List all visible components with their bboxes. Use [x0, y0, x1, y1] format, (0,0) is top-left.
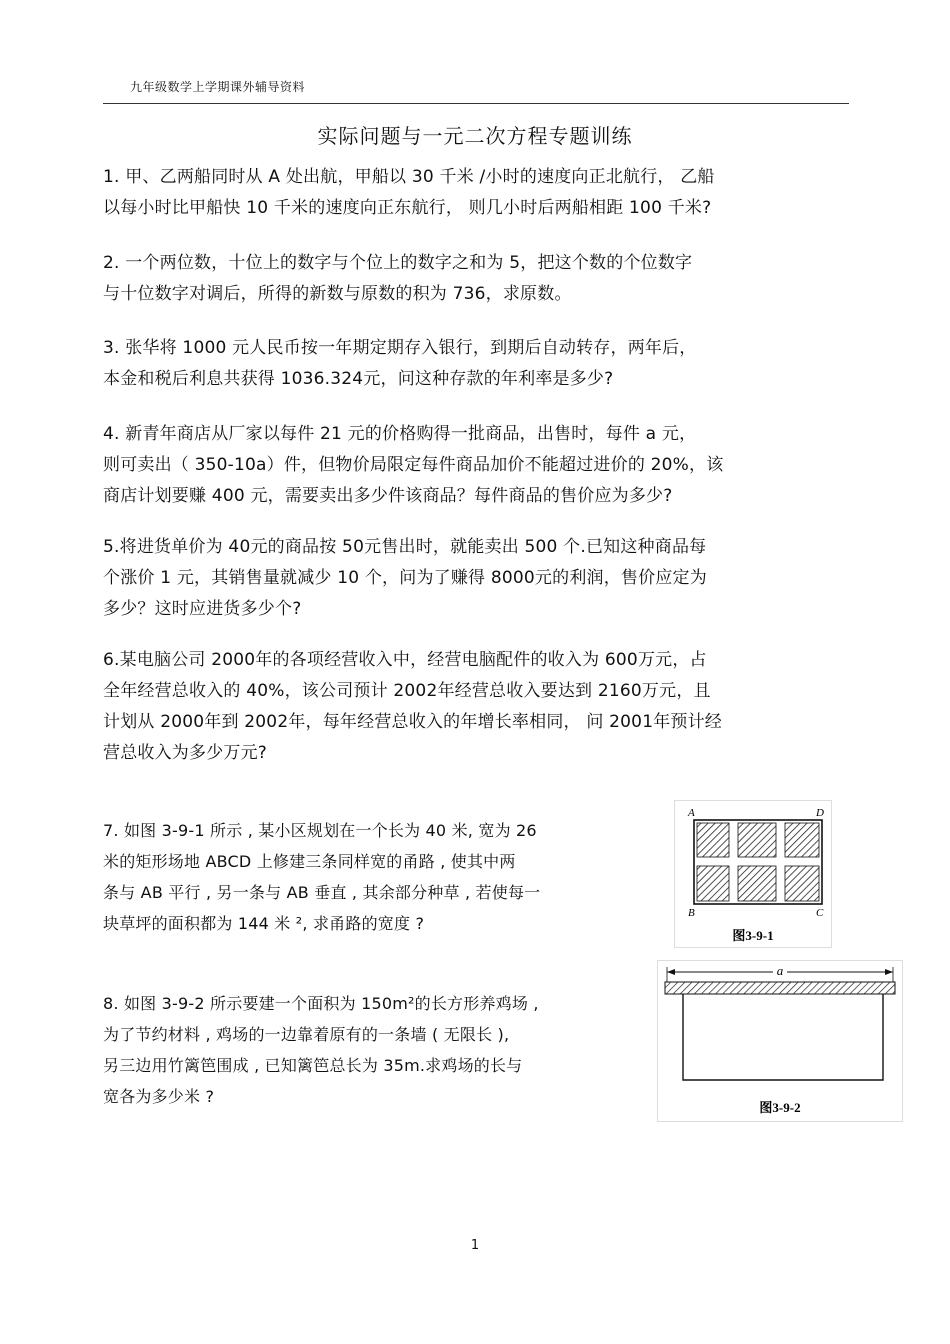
corner-label-b: B: [688, 907, 695, 919]
problem-line: 2. 一个两位数，十位上的数字与个位上的数字之和为 5，把这个数的个位数字: [103, 253, 693, 273]
problem-line: 3. 张华将 1000 元人民币按一年期定期存入银行，到期后自动转存，两年后，: [103, 338, 697, 358]
header-text: 九年级数学上学期课外辅导资料: [130, 80, 306, 94]
corner-label-d: D: [816, 807, 824, 819]
problem-line: 计划从 2000年到 2002年，每年经营总收入的年增长率相同， 问 2001年预计经: [103, 712, 723, 732]
problem-line: 则可卖出（ 350-10a）件，但物价局限定每件商品加价不能超过进价的 20%，该: [103, 455, 724, 475]
figure-caption: 图3-9-1: [732, 928, 774, 943]
problem-line: 多少？这时应进货多少个?: [103, 599, 302, 619]
figure-3-9-2: [657, 960, 903, 1122]
problem-line: 1. 甲、乙两船同时从 A 处出航，甲船以 30 千米 /小时的速度向正北航行， 乙船: [103, 167, 715, 187]
problem-line: 宽各为多少米 ?: [103, 1087, 215, 1106]
problem-line: 7. 如图 3-9-1 所示 , 某小区规划在一个长为 40 米, 宽为 26: [103, 821, 537, 840]
problem-3: [103, 333, 697, 395]
problem-line: 4. 新青年商店从厂家以每件 21 元的价格购得一批商品，出售时，每件 a 元，: [103, 424, 697, 444]
wall: [665, 982, 895, 994]
corner-label-a: A: [688, 807, 695, 819]
problem-line: 块草坪的面积都为 144 米 ², 求甬路的宽度 ?: [103, 914, 425, 933]
problem-line: 米的矩形场地 ABCD 上修建三条同样宽的甬路 , 使其中两: [103, 852, 516, 871]
problem-2: [103, 248, 692, 310]
problem-line: 与十位数字对调后，所得的新数与原数的积为 736，求原数。: [103, 284, 572, 304]
problem-line: 本金和税后利息共获得 1036.324元，问这种存款的年利率是多少?: [103, 369, 614, 389]
problem-4: [103, 419, 723, 512]
problem-line: 个涨价 1 元，其销售量就减少 10 个，问为了赚得 8000元的利润，售价应定为: [103, 568, 707, 588]
problem-1: [103, 162, 715, 224]
header-divider: [103, 103, 849, 104]
problem-7: [103, 815, 540, 939]
problem-line: 为了节约材料 , 鸡场的一边靠着原有的一条墙 ( 无限长 ),: [103, 1025, 510, 1044]
problem-line: 营总收入为多少万元?: [103, 743, 268, 763]
page-title: 实际问题与一元二次方程专题训练: [317, 124, 633, 148]
length-label: a: [776, 963, 784, 978]
problem-line: 6.某电脑公司 2000年的各项经营收入中，经营电脑配件的收入为 600万元，占: [103, 650, 707, 670]
page-number: 1: [470, 1238, 480, 1253]
figure-3-9-1-drawing: [674, 800, 832, 948]
figure-caption: 图3-9-2: [759, 1100, 801, 1115]
problem-line: 8. 如图 3-9-2 所示要建一个面积为 150m²的长方形养鸡场 ,: [103, 994, 539, 1013]
problem-8: [103, 988, 539, 1112]
problem-6: [103, 645, 722, 769]
problem-line: 另三边用竹篱笆围成 , 已知篱笆总长为 35m.求鸡场的长与: [103, 1056, 523, 1075]
figure-3-9-1: [674, 800, 832, 948]
problem-line: 全年经营总收入的 40%，该公司预计 2002年经营总收入要达到 2160万元，且: [103, 681, 711, 701]
problem-line: 5.将进货单价为 40元的商品按 50元售出时，就能卖出 500 个.已知这种商品每: [103, 537, 707, 557]
problem-line: 商店计划要赚 400 元，需要卖出多少件该商品？每件商品的售价应为多少?: [103, 486, 673, 506]
problem-line: 以每小时比甲船快 10 千米的速度向正东航行， 则几小时后两船相距 100 千米?: [103, 198, 712, 218]
problem-line: 条与 AB 平行 , 另一条与 AB 垂直 , 其余部分种草 , 若使每一: [103, 883, 541, 902]
problem-5: [103, 532, 707, 625]
corner-label-c: C: [816, 907, 824, 919]
figure-3-9-2-drawing: [657, 960, 903, 1122]
